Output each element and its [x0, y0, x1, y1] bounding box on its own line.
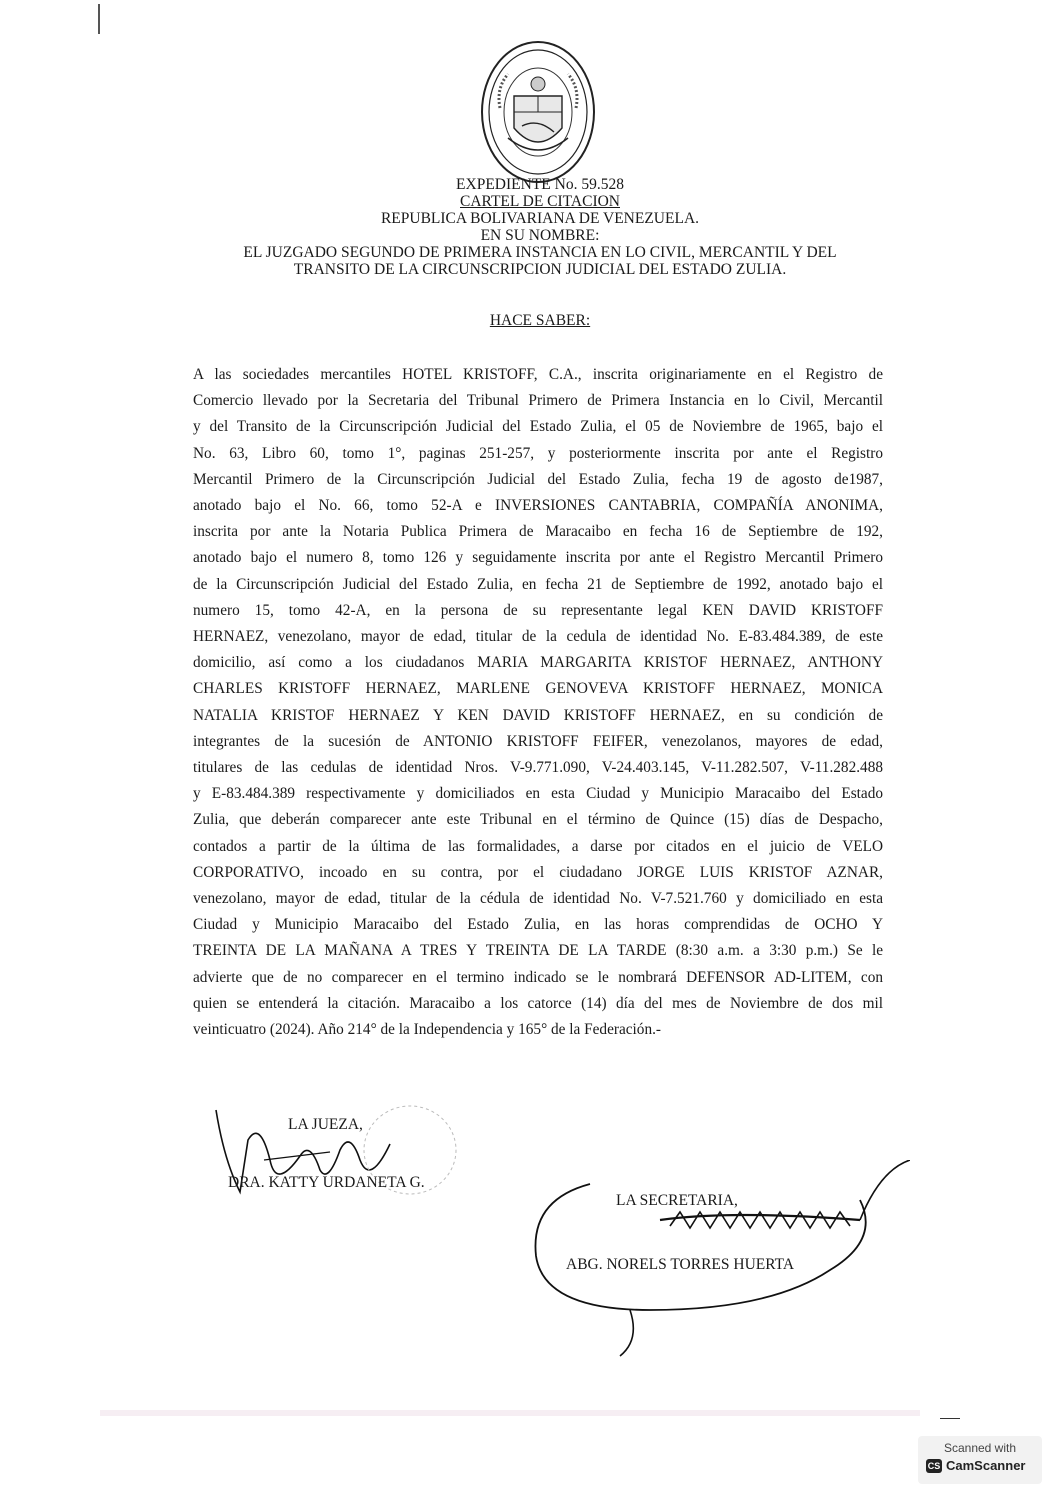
hace-saber-heading: HACE SABER: — [489, 312, 591, 329]
jueza-signature-block — [210, 1100, 510, 1240]
body-line: Ciudad y Municipio Maracaibo del Estado Zulia, en las horas comprendidas de OCHO Y — [193, 916, 883, 934]
court-seal-stamp — [478, 38, 598, 186]
body-line: NATALIA KRISTOF HERNAEZ Y KEN DAVID KRISTOFF HERNAEZ, en su condición de — [193, 706, 883, 724]
scan-artifact-band — [100, 1410, 920, 1416]
body-line: y E-83.484.389 respectivamente y domiciliados en esta Ciudad y Municipio Maracaibo del Estado — [193, 785, 883, 803]
body-line: advierte que de no comparecer en el termino indicado se le nombrará DEFENSOR AD-LITEM, con — [193, 968, 883, 986]
court-name-line-1: EL JUZGADO SEGUNDO DE PRIMERA INSTANCIA EN LO CIVIL, MERCANTIL Y DEL — [243, 244, 837, 261]
body-line: veinticuatro (2024). Año 214° de la Independencia y 165° de la Federación.- — [193, 1021, 662, 1039]
body-line: CORPORATIVO, incoado en su contra, por el ciudadano JORGE LUIS KRISTOF AZNAR, — [193, 863, 883, 881]
scan-margin-mark — [98, 4, 100, 34]
secretaria-signature-block — [530, 1160, 910, 1360]
en-su-nombre: EN SU NOMBRE: — [480, 227, 600, 244]
body-line: domicilio, así como a los ciudadanos MARIA MARGARITA KRISTOF HERNAEZ, ANTHONY — [193, 654, 883, 672]
body-line: de la Circunscripción Judicial del Estado Zulia, en fecha 21 de Septiembre de 1992, anotado bajo el — [193, 575, 883, 593]
expediente-number: EXPEDIENTE No. 59.528 — [456, 176, 624, 193]
body-line: Comercio llevado por la Secretaria del Tribunal Primero de Primera Instancia en lo Civil, Mercantil — [193, 392, 883, 410]
court-name-line-2: TRANSITO DE LA CIRCUNSCRIPCION JUDICIAL DEL ESTADO ZULIA. — [293, 261, 787, 278]
body-line: integrantes de la sucesión de ANTONIO KRISTOFF FEIFER, venezolanos, mayores de edad, — [193, 732, 883, 750]
body-line: TREINTA DE LA MAÑANA A TRES Y TREINTA DE LA TARDE (8:30 a.m. a 3:30 p.m.) Se le — [193, 942, 883, 960]
body-line: inscrita por ante la Notaria Publica Primera de Maracaibo en fecha 16 de Septiembre de 192, — [193, 523, 883, 541]
document-header — [180, 176, 900, 278]
body-line: anotado bajo el numero 8, tomo 126 y seguidamente inscrita por ante el Registro Mercantil Primero — [193, 549, 883, 567]
camscanner-label: CamScanner — [946, 1458, 1026, 1473]
body-line: y del Transito de la Circunscripción Judicial del Estado Zulia, el 05 de Noviembre de 1965, bajo el — [193, 418, 883, 436]
body-line: contados a partir de la última de las formalidades, a darse por citados en el juicio de VELO — [193, 837, 883, 855]
body-line: A las sociedades mercantiles HOTEL KRISTOFF, C.A., inscrita originariamente en el Registro de — [193, 366, 883, 383]
body-line: venezolano, mayor de edad, titular de la cédula de identidad No. V-7.521.760 y domiciliado en esta — [193, 890, 883, 908]
page-foot-mark — [940, 1418, 960, 1419]
body-line: anotado bajo el No. 66, tomo 52-A e INVERSIONES CANTABRIA, COMPAÑÍA ANONIMA, — [193, 497, 883, 515]
body-line: No. 63, Libro 60, tomo 1°, paginas 251-257, y posteriormente inscrita por ante el Registro — [193, 444, 883, 462]
body-line: CHARLES KRISTOFF HERNAEZ, MARLENE GENOVEVA KRISTOFF HERNAEZ, MONICA — [193, 680, 883, 698]
body-line: numero 15, tomo 42-A, en la persona de su representante legal KEN DAVID KRISTOFF — [193, 601, 883, 619]
body-line: Zulia, que deberán comparecer ante este Tribunal en el término de Quince (15) días de Despacho, — [193, 811, 883, 829]
body-line: titulares de las cedulas de identidad Nros. V-9.771.090, V-24.403.145, V-11.282.507, V-11.282.488 — [193, 759, 883, 777]
body-line: Mercantil Primero de la Circunscripción Judicial del Estado Zulia, fecha 19 de agosto de1987, — [193, 470, 883, 488]
secretaria-name: ABG. NORELS TORRES HUERTA — [566, 1256, 795, 1273]
secretaria-title: LA SECRETARIA, — [616, 1192, 738, 1209]
body-line: HERNAEZ, venezolano, mayor de edad, titular de la cedula de identidad No. E-83.484.389, de este — [193, 628, 883, 646]
republic-line: REPUBLICA BOLIVARIANA DE VENEZUELA. — [380, 210, 700, 227]
jueza-name: DRA. KATTY URDANETA G. — [228, 1174, 425, 1191]
jueza-title: LA JUEZA, — [288, 1116, 363, 1133]
cartel-title: CARTEL DE CITACION — [460, 193, 620, 210]
camscanner-watermark — [918, 1436, 1042, 1484]
camscanner-logo-icon: CS — [927, 1461, 941, 1471]
body-line: quien se entenderá la citación. Maracaibo a los catorce (14) día del mes de Noviembre de dos mil — [193, 994, 883, 1012]
citation-body — [193, 362, 883, 1043]
scanned-with-label: Scanned with — [943, 1441, 1017, 1455]
